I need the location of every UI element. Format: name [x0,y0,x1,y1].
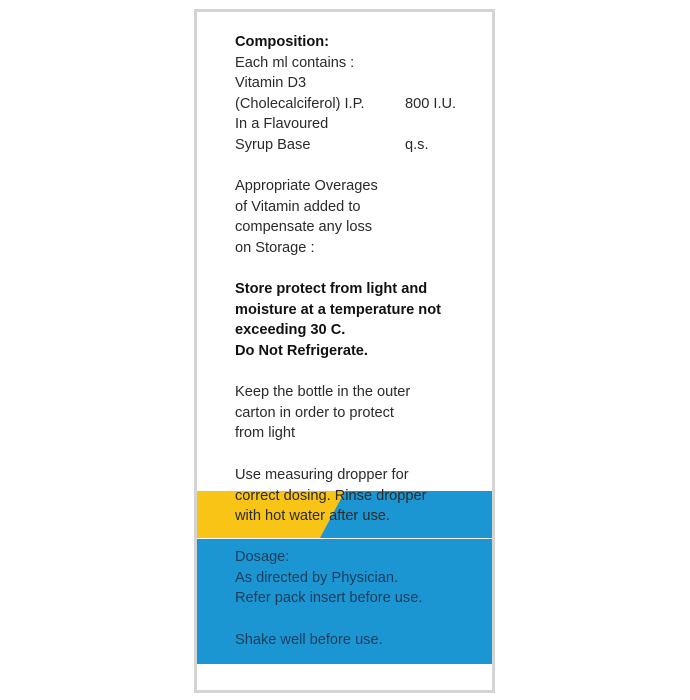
dropper-line: with hot water after use. [235,508,390,525]
storage-line: exceeding 30 C. [235,322,346,339]
dosage-line: Refer pack insert before use. [235,590,423,607]
dosage-line: As directed by Physician. [235,569,399,586]
storage-line: Do Not Refrigerate. [235,342,368,359]
storage-line: moisture at a temperature not [235,301,441,318]
overages-line: on Storage : [235,239,315,256]
base-name-cont: Syrup Base [235,136,311,153]
ingredient-amount: 800 I.U. [405,95,457,112]
ingredient-name: Vitamin D3 [235,75,307,92]
storage-line: Store protect from light and [235,281,428,297]
label-panel [194,9,495,693]
dropper-line: Use measuring dropper for [235,467,409,483]
overages-block [235,176,480,258]
keep-bottle-line: carton in order to protect [235,404,394,421]
base-amount: q.s. [405,136,429,153]
overages-line: of Vitamin added to [235,198,361,215]
shake-notice: Shake well before use. [235,632,383,648]
dropper-block [235,465,480,527]
dropper-line: correct dosing. Rinse dropper [235,487,427,504]
storage-warning [235,279,480,361]
overages-line: compensate any loss [235,219,373,236]
each-ml-text: Each ml contains : [235,54,355,71]
dosage-block [235,547,480,609]
ingredient-row [235,94,480,115]
keep-bottle-line: from light [235,425,296,442]
base-name: In a Flavoured [235,116,329,133]
composition-heading: Composition: [235,34,330,50]
keep-bottle-block [235,382,480,444]
dosage-heading: Dosage: [235,549,290,565]
keep-bottle-line: Keep the bottle in the outer [235,384,411,400]
overages-line: Appropriate Overages [235,178,378,194]
composition-block [235,32,480,156]
base-row [235,135,480,156]
ingredient-name-cont: (Cholecalciferol) I.P. [235,95,365,112]
